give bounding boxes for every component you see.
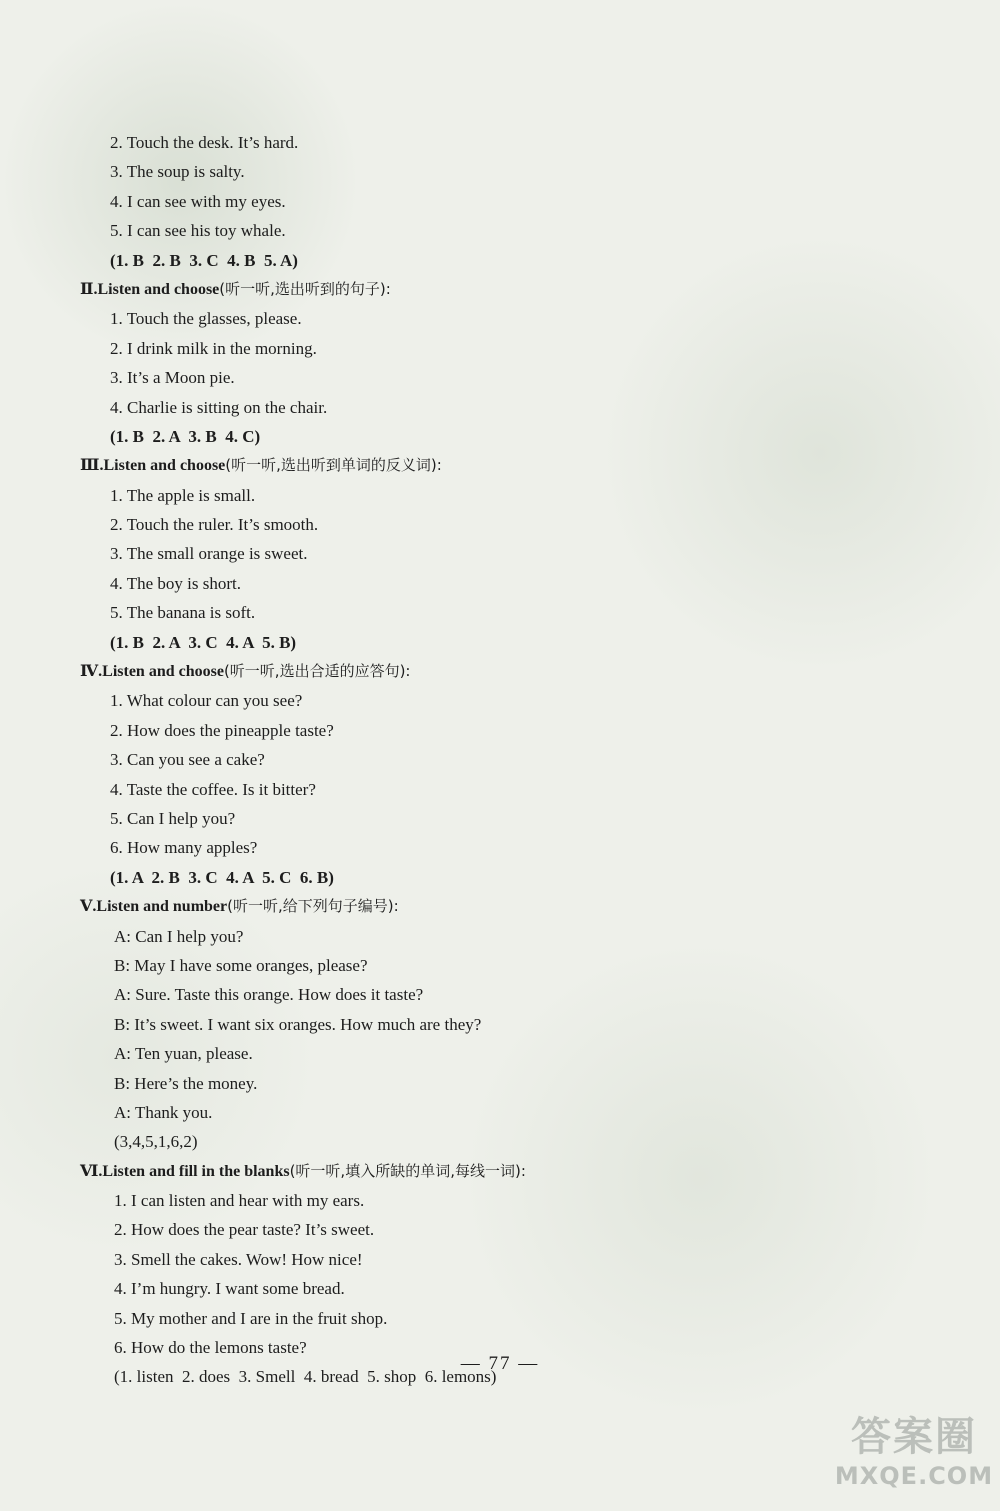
list-item: 3. Can you see a cake? [110, 750, 265, 770]
section-heading [0, 451, 1000, 480]
section-numeral: Ⅱ. [80, 280, 98, 298]
dialogue-line: B: May I have some oranges, please? [114, 955, 368, 975]
watermark-logo [834, 1413, 994, 1503]
section-instruction: (听一听,填入所缺的单词,每线一词): [289, 1161, 526, 1180]
section-instruction: (听一听,给下列句子编号): [227, 897, 399, 916]
list-item: 2. Touch the desk. It’s hard. [110, 133, 299, 152]
answer-content [0, 128, 1000, 1392]
dialogue-line: A: Can I help you? [114, 926, 244, 946]
answer-key: (1. B 2. A 3. B 4. C) [110, 426, 261, 446]
section-heading [0, 892, 1000, 921]
list-item: 5. I can see his toy whale. [110, 221, 286, 241]
list-item: 4. Charlie is sitting on the chair. [110, 397, 328, 417]
section-numeral: Ⅵ. [80, 1162, 103, 1180]
section-numeral: Ⅳ. [80, 663, 103, 681]
list-item: 1. What colour can you see? [110, 691, 303, 711]
section-title: Listen and choose [97, 280, 220, 298]
answer-key: (1. listen 2. does 3. Smell 4. bread 5. shop 6. lemons) [114, 1367, 497, 1387]
answer-key: (3,4,5,1,6,2) [114, 1132, 198, 1152]
list-item: 5. Can I help you? [110, 808, 236, 828]
section-title: Listen and choose [103, 457, 226, 475]
list-item: 2. I drink milk in the morning. [110, 338, 317, 358]
section-title: Listen and number [96, 898, 228, 916]
page-number: — 77 — [460, 1353, 540, 1374]
list-item: 4. Taste the coffee. Is it bitter? [110, 779, 316, 799]
list-item: 2. Touch the ruler. It’s smooth. [110, 515, 319, 535]
list-item: 1. The apple is small. [110, 485, 256, 505]
list-item: 2. How does the pineapple taste? [110, 720, 334, 740]
list-item: 3. It’s a Moon pie. [110, 368, 235, 388]
section-numeral: Ⅲ. [80, 457, 104, 475]
section-instruction: (听一听,选出听到的句子): [219, 279, 391, 298]
dialogue-line: A: Thank you. [114, 1102, 213, 1122]
list-item: 6. How do the lemons taste? [114, 1338, 307, 1358]
dialogue-line: A: Ten yuan, please. [114, 1044, 253, 1064]
watermark-title: 答案圈 [851, 1414, 977, 1460]
watermark-url: MXQE.COM [834, 1462, 994, 1490]
dialogue-line: A: Sure. Taste this orange. How does it taste? [114, 985, 424, 1005]
dialogue-line: B: Here’s the money. [114, 1073, 258, 1093]
list-item: 1. I can listen and hear with my ears. [114, 1191, 365, 1211]
list-item: 4. The boy is short. [110, 573, 241, 593]
list-item: 3. Smell the cakes. Wow! How nice! [114, 1249, 363, 1269]
list-item: 1. Touch the glasses, please. [110, 309, 302, 329]
list-item: 3. The small orange is sweet. [110, 544, 308, 564]
section-title: Listen and choose [102, 663, 224, 681]
section-instruction: (听一听,选出听到单词的反义词): [225, 456, 442, 475]
list-item: 4. I can see with my eyes. [110, 191, 286, 211]
list-item: 6. How many apples? [110, 838, 258, 858]
list-item: 2. How does the pear taste? It’s sweet. [114, 1220, 375, 1240]
list-item: 5. The banana is soft. [110, 603, 256, 623]
list-item: 5. My mother and I are in the fruit shop. [114, 1308, 388, 1328]
section-numeral: Ⅴ. [80, 898, 97, 916]
list-item: 3. The soup is salty. [110, 162, 245, 182]
answer-key: (1. B 2. B 3. C 4. B 5. A) [110, 250, 298, 270]
section-instruction: (听一听,选出合适的应答句): [223, 662, 411, 681]
answer-key: (1. A 2. B 3. C 4. A 5. C 6. B) [110, 867, 334, 887]
section-title: Listen and fill in the blanks [102, 1162, 290, 1180]
dialogue-line: B: It’s sweet. I want six oranges. How much are they? [114, 1014, 482, 1034]
section-heading [0, 1157, 1000, 1186]
list-item: 4. I’m hungry. I want some bread. [114, 1279, 345, 1299]
section-heading [0, 657, 1000, 686]
answer-key: (1. B 2. A 3. C 4. A 5. B) [110, 632, 297, 652]
section-heading [0, 275, 1000, 304]
